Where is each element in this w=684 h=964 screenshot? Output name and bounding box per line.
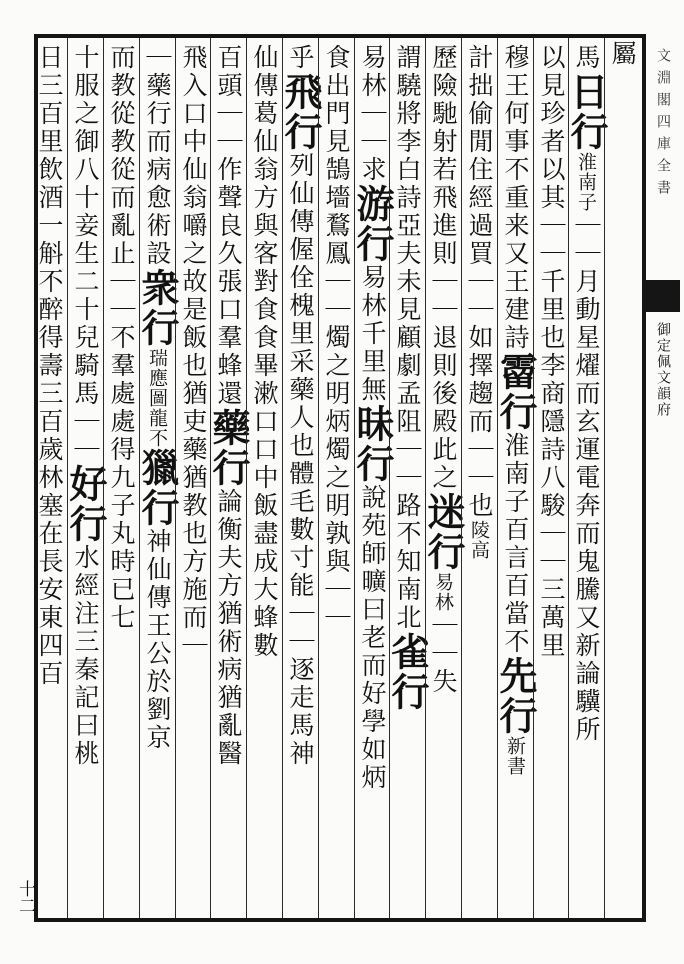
headword: 衆行: [135, 268, 180, 348]
page-number: 十二: [15, 880, 35, 914]
headword: 獵行: [135, 448, 180, 528]
headword: 昧行: [350, 404, 395, 484]
column-text: 易林千里無: [358, 264, 387, 404]
headword: 迷行: [421, 492, 466, 572]
column-text: 以見珍者以其｜｜千里也李商隱詩八駿｜｜三萬里: [537, 44, 566, 660]
column-text: 處得九子丸時已七: [107, 408, 136, 632]
column-text: 仙傳葛仙翁方與客對食食畢漱口口中飯盡成大蜂數: [250, 44, 279, 660]
column-text: 列仙傳偓佺槐里采藥人也體毛數寸能｜｜逐走馬神: [286, 152, 315, 768]
column-rule: [139, 38, 140, 918]
source-note: 陵高: [468, 520, 490, 560]
text-column: [25, 44, 73, 912]
headword: 先行: [493, 656, 538, 736]
column-text: 說苑師曠曰老而好學如炳: [358, 484, 387, 792]
column-rule: [461, 38, 462, 918]
column-text: 十服之御八十妾生二十兒騎馬｜｜: [71, 44, 100, 464]
headword: 游行: [350, 184, 395, 264]
column-rule: [389, 38, 390, 918]
column-rule: [568, 38, 569, 918]
column-rule: [67, 38, 68, 918]
column-text: 林塞在長安東四百: [35, 464, 64, 688]
column-text: 而教從教從而亂止: [107, 44, 136, 268]
column-text: 馬: [572, 44, 601, 72]
column-text: 論衡夫方猶術病猶亂醫: [214, 488, 243, 768]
book-title-faded: 文淵閣四庫全書: [655, 48, 671, 202]
column-text: 食出門見鵠: [322, 44, 351, 184]
column-rule: [210, 38, 211, 918]
column-text: 日三百里飲酒一斛不醉得壽三百歲: [35, 44, 64, 464]
column-text: 計拙偷閒住經過買｜｜如擇趨而｜｜也: [465, 44, 494, 520]
column-text: 穆王何事不重来又王建詩: [501, 44, 530, 352]
column-text: ｜｜月動星燿而玄運電奔而鬼騰又新論驥所: [572, 212, 601, 744]
column-text: ｜｜失: [429, 612, 458, 696]
headword: 藥行: [206, 408, 251, 488]
headword: 飛行: [278, 72, 323, 152]
column-rule: [497, 38, 498, 918]
book-title-margin: 御定佩文韻府: [655, 322, 671, 418]
column-text: 百頭｜｜作聲良久張口羣蜂還: [214, 44, 243, 408]
column-rule: [246, 38, 247, 918]
column-text: 水經注三秦記曰桃: [71, 544, 100, 768]
column-text: 墻鶩鳳｜｜: [322, 184, 351, 324]
source-note: 瑞應圖龍不: [146, 348, 168, 448]
column-text: 燭之明炳燭之明孰與｜｜: [322, 324, 351, 632]
column-rule: [354, 38, 355, 918]
column-rule: [533, 38, 534, 918]
headword: 霤行: [493, 352, 538, 432]
top-border: [34, 34, 646, 38]
column-text: ｜｜不羣處: [107, 268, 136, 408]
column-text: 乎: [286, 44, 315, 72]
column-text: 神仙傳王公於劉京: [143, 528, 172, 752]
column-text: 屬: [608, 40, 637, 68]
column-text: 易林｜｜求: [358, 44, 387, 184]
fishtail-mark: [646, 280, 680, 312]
column-text: ｜藥行而病愈術設: [143, 44, 172, 268]
column-text: 淮南子百言百當不: [501, 432, 530, 656]
headword: 雀行: [385, 632, 430, 712]
column-text: 猶吏藥猶教也方施而｜: [179, 380, 208, 660]
bottom-border: [34, 918, 646, 922]
source-note: 淮南子: [575, 152, 597, 212]
column-rule: [282, 38, 283, 918]
column-text: 謂驍將李白詩亞夫未見顧劇孟阻｜｜路不知南北: [393, 44, 422, 632]
headword: 日行: [564, 72, 609, 152]
source-note: 易林: [432, 572, 454, 612]
column-rule: [175, 38, 176, 918]
column-rule: [425, 38, 426, 918]
column-text: 歷險馳射若飛進則｜｜退則後殿此之: [429, 44, 458, 492]
source-note: 新書: [504, 736, 526, 776]
headword: 好行: [63, 464, 108, 544]
column-rule: [604, 38, 605, 918]
column-text: 飛入口中仙翁嚼之故是飯也: [179, 44, 208, 380]
column-rule: [103, 38, 104, 918]
column-rule: [318, 38, 319, 918]
